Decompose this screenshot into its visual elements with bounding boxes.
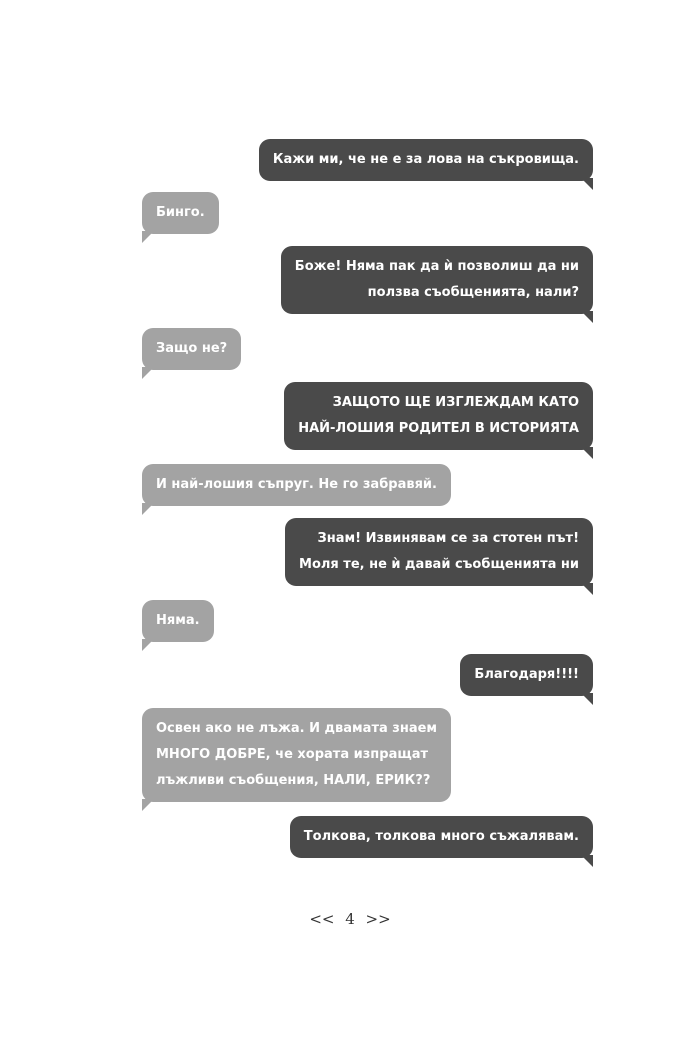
message-text-line: лъжливи съобщения, НАЛИ, ЕРИК?? xyxy=(156,773,431,788)
message-text-line: И най-лошия съпруг. Не го забравяй. xyxy=(156,477,437,492)
message-text-line: НАЙ-ЛОШИЯ РОДИТЕЛ В ИСТОРИЯТА xyxy=(298,421,579,436)
received-message-bubble xyxy=(142,328,241,370)
received-message-bubble xyxy=(142,600,214,642)
message-text-line: Знам! Извинявам се за стотен път! xyxy=(317,531,579,546)
sent-message-bubble xyxy=(460,654,593,696)
message-text-line: Защо не? xyxy=(156,341,228,356)
sent-message-bubble xyxy=(281,246,593,314)
message-text-line: Кажи ми, че не е за лова на съкровища. xyxy=(272,152,579,167)
message-text-line: Боже! Няма пак да ѝ позволиш да ни xyxy=(294,259,579,274)
message-text-line: Моля те, не ѝ давай съобщенията ни xyxy=(299,557,579,572)
message-text-line: Няма. xyxy=(156,613,200,628)
message-text-line: МНОГО ДОБРЕ, че хората изпращат xyxy=(156,747,429,762)
sent-message-bubble xyxy=(284,382,593,450)
message-text-line: Бинго. xyxy=(156,205,205,220)
message-text-line: ползва съобщенията, нали? xyxy=(367,285,579,300)
sent-message-bubble xyxy=(285,518,593,586)
received-message-bubble xyxy=(142,464,451,506)
sent-message-bubble xyxy=(259,139,593,181)
page-number: << 4 >> xyxy=(309,910,391,928)
message-text-line: Толкова, толкова много съжалявам. xyxy=(303,829,579,844)
sent-message-bubble xyxy=(290,816,593,858)
message-text-line: Освен ако не лъжа. И двамата знаем xyxy=(156,721,438,736)
message-text-line: ЗАЩОТО ЩЕ ИЗГЛЕЖДАМ КАТО xyxy=(332,395,579,410)
message-text-line: Благодаря!!!! xyxy=(474,667,579,682)
received-message-bubble xyxy=(142,192,219,234)
received-message-bubble xyxy=(142,708,451,802)
